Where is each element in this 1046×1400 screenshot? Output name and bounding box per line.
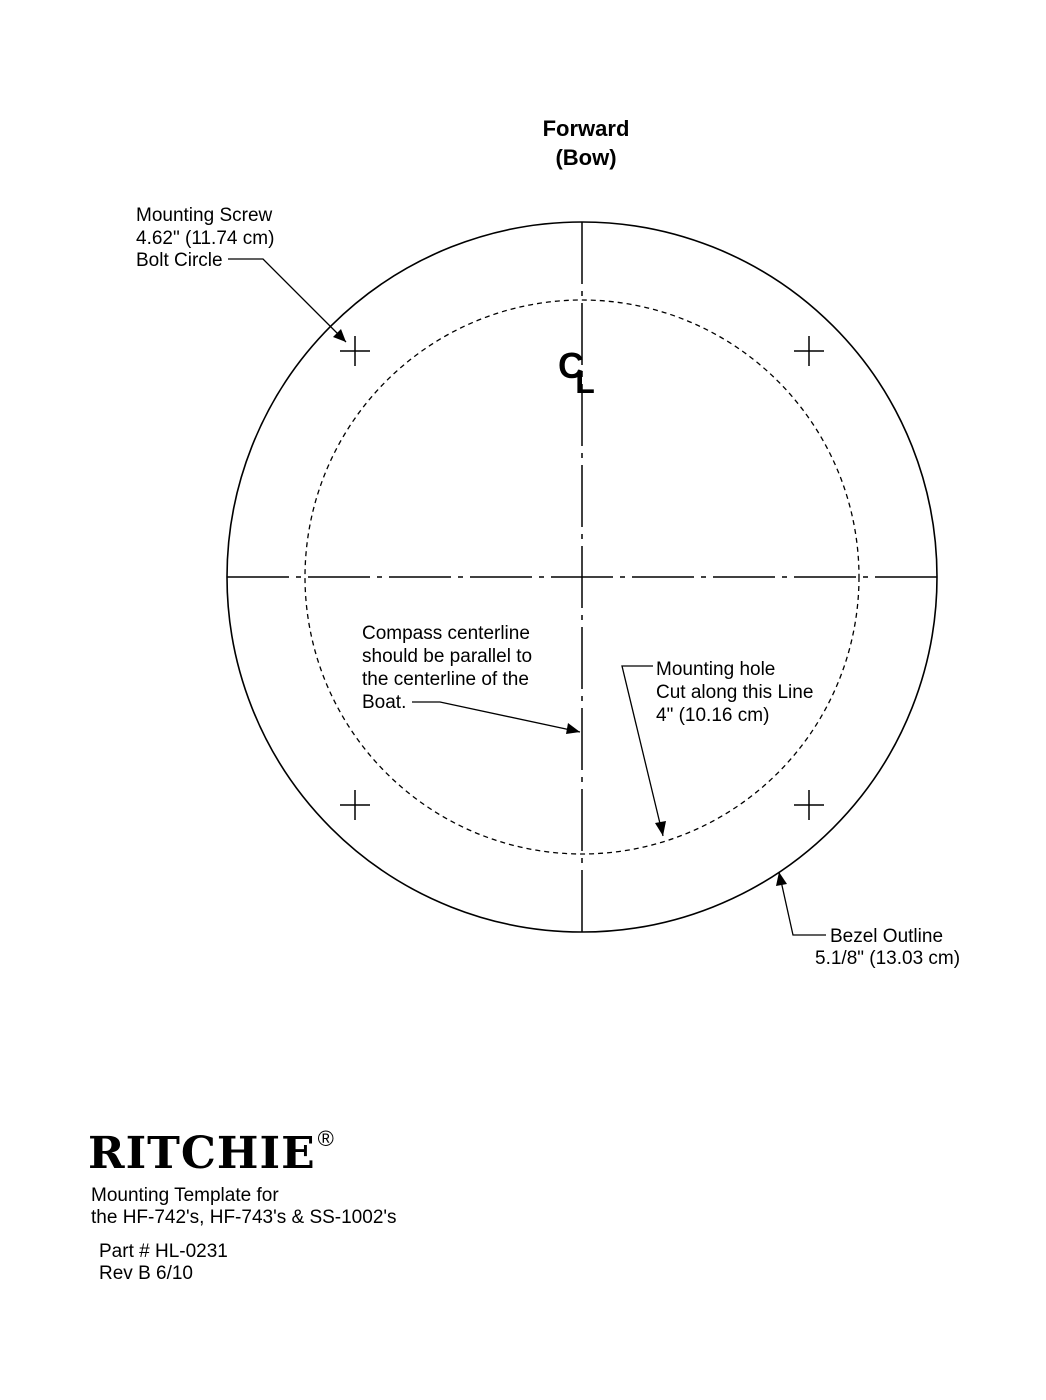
template-description	[91, 1185, 397, 1229]
compass-centerline-line-1: Compass centerline	[362, 623, 530, 644]
bezel-outline-label	[815, 926, 960, 969]
mounting-hole-line-1: Mounting hole	[656, 659, 776, 680]
mounting-hole-label	[656, 659, 813, 726]
heading-forward: Forward	[542, 116, 630, 141]
bezel-outline-leader	[776, 872, 826, 935]
mounting-screw-label	[136, 205, 274, 271]
registered-mark: ®	[317, 1126, 335, 1152]
centerline-symbol	[558, 345, 595, 400]
compass-centerline-line-3: the centerline of the	[362, 669, 529, 690]
screw-hole-bottom-right	[794, 790, 824, 820]
mounting-hole-line-2: Cut along this Line	[656, 682, 814, 703]
centerline-symbol-l: L	[575, 364, 595, 400]
mounting-screw-line-3: Bolt Circle	[136, 250, 223, 271]
compass-centerline-leader	[412, 702, 580, 734]
mounting-screw-line-1: Mounting Screw	[136, 205, 273, 226]
heading-bow: (Bow)	[555, 145, 617, 170]
mounting-hole-line-3: 4" (10.16 cm)	[656, 705, 770, 726]
centerline-symbol-c: C	[558, 345, 584, 386]
brand-name: RITCHIE	[88, 1128, 316, 1179]
revision: Rev B 6/10	[99, 1263, 193, 1284]
part-number: Part # HL-0231	[99, 1241, 228, 1262]
brand-logo	[88, 1126, 335, 1179]
part-info	[99, 1241, 228, 1285]
description-line-1: Mounting Template for	[91, 1185, 279, 1206]
description-line-2: the HF-742's, HF-743's & SS-1002's	[91, 1207, 397, 1228]
bezel-outline-line-2: 5.1/8" (13.03 cm)	[815, 948, 961, 969]
compass-centerline-label	[362, 623, 532, 713]
mounting-screw-line-2: 4.62" (11.74 cm)	[136, 228, 275, 249]
bezel-outline-line-1: Bezel Outline	[830, 926, 944, 947]
compass-centerline-line-2: should be parallel to	[362, 646, 533, 667]
compass-centerline-line-4: Boat.	[362, 692, 407, 713]
screw-hole-bottom-left	[340, 790, 370, 820]
screw-hole-top-right	[794, 336, 824, 366]
